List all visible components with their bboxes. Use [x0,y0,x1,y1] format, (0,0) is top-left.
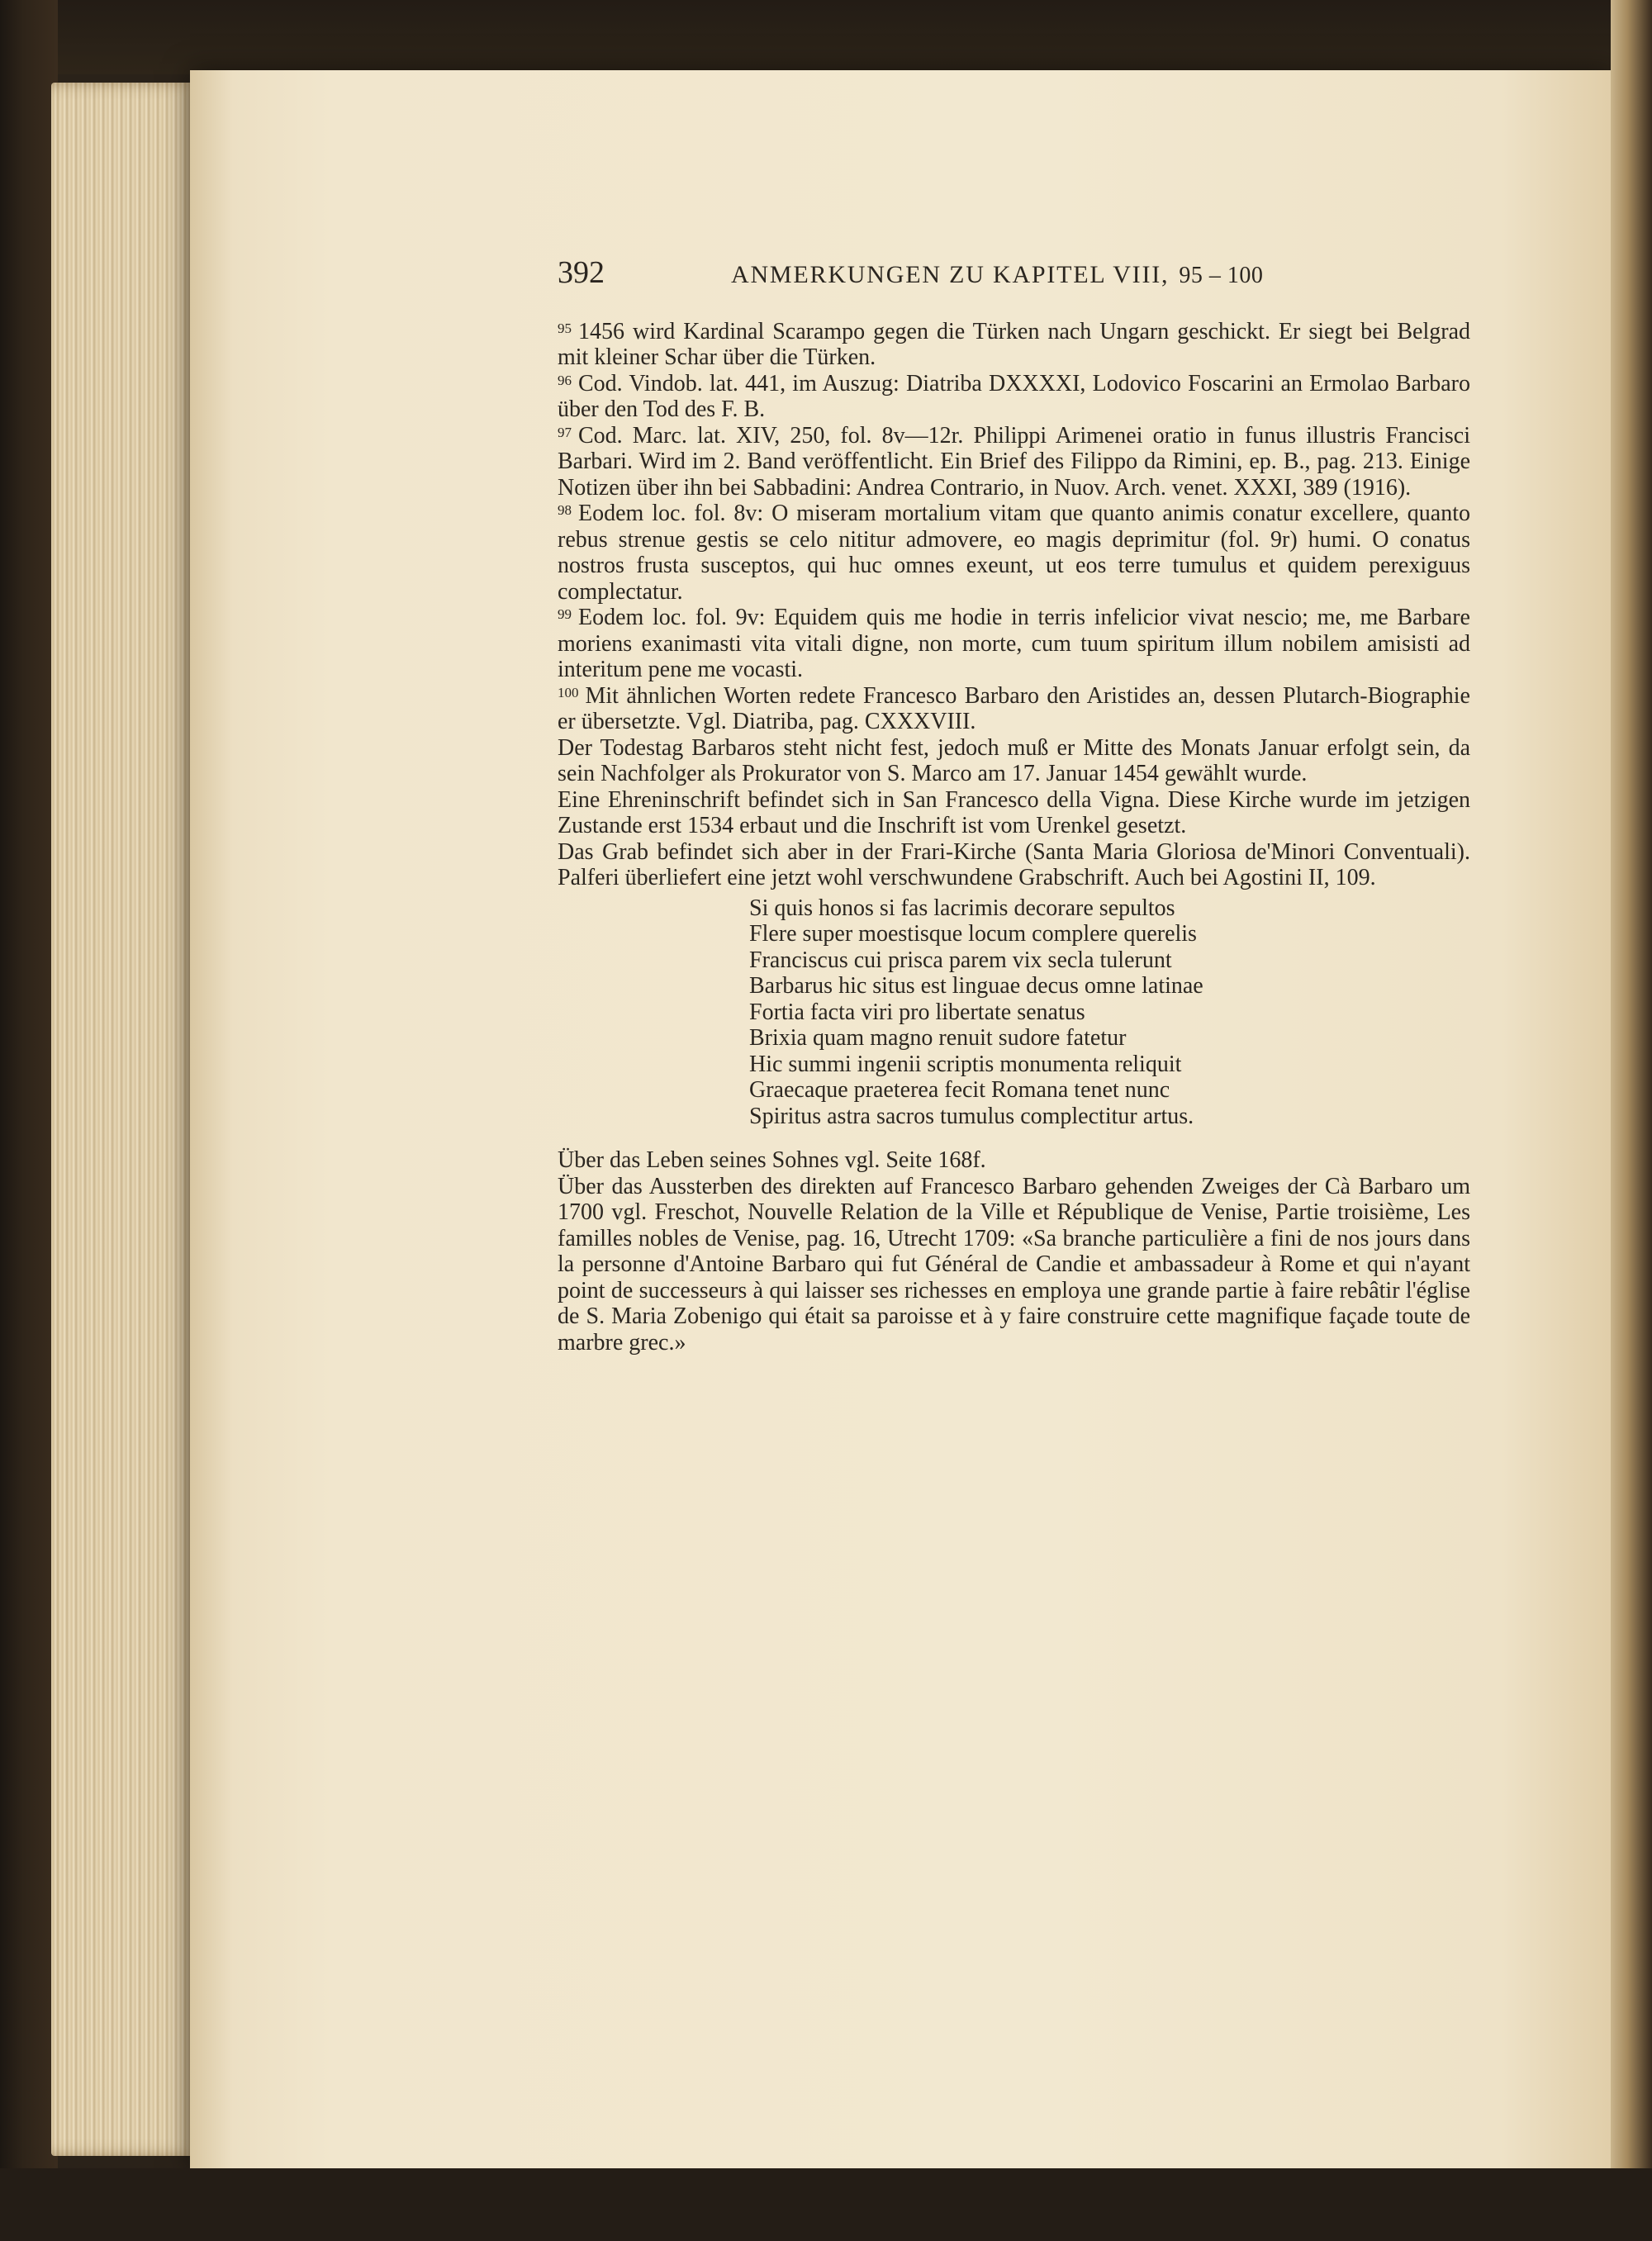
poem-line: Fortia facta viri pro libertate senatus [749,999,1085,1025]
page-header [558,255,1470,290]
closing-paragraph: Über das Aussterben des direkten auf Francesco Barbaro gehenden Zweiges der Cà Barbaro um 1700 vgl. Freschot, Nouvelle Relation de la Ville et République de Venise, Partie troisième, Les familles nobles de Venise, pag. 16, Utrecht 1709: «Sa branche particulière a fini de nos jours dans la personne d'Antoine Barbaro qui fut Général de Candie et ambassadeur à Rome et qui n'ayant point de successeurs à qui laisser ses richesses en employa une grande partie à faire rebâtir l'église de S. Maria Zobenigo qui était sa paroisse et à y faire construire cette magnifique façade toute de marbre grec.» [558,1173,1470,1356]
footnote [558,501,1470,605]
footnote [558,319,1470,371]
footnote [558,683,1470,735]
footnote-number: 99 [558,606,572,622]
poem-line: Hic summi ingenii scriptis monumenta reliquit [749,1051,1182,1077]
footnote [558,605,1470,683]
footnote-number: 97 [558,424,572,440]
footnote-text: Eodem loc. fol. 9v: Equidem quis me hodie in terris infelicior vivat nescio; me, me Barbare moriens exanimasti vita vitali digne, non morte, cum tuum spiritum illum nobilem amisisti ad interitum pene me vocasti. [558,605,1470,682]
footnotes [558,319,1470,735]
footnote-text: Mit ähnlichen Worten redete Francesco Barbaro den Aristides an, dessen Plutarch-Biographie er übersetzte. Vgl. Diatriba, pag. CXXXVIII. [558,682,1470,734]
background-top [0,0,1652,74]
footnote-number: 96 [558,372,572,388]
page-edges [51,83,196,2156]
footnote-number: 95 [558,320,572,336]
footnote-text: 1456 wird Kardinal Scarampo gegen die Türken nach Ungarn geschickt. Er siegt bei Belgrad mit kleiner Schar über die Türken. [558,318,1470,370]
poem-line: Barbarus hic situs est linguae decus omne latinae [749,973,1203,999]
footnote [558,423,1470,501]
footnote [558,371,1470,423]
page-content [558,255,1470,1356]
closing-paragraph: Über das Leben seines Sohnes vgl. Seite 168f. [558,1147,986,1173]
body-paragraph: Eine Ehreninschrift befindet sich in San Francesco della Vigna. Diese Kirche wurde im jetzigen Zustande erst 1534 erbaut und die Inschrift ist vom Urenkel gesetzt. [558,786,1470,838]
running-head-range: 95 – 100 [1179,263,1264,288]
footnote-text: Cod. Marc. lat. XIV, 250, fol. 8v—12r. Philippi Arimenei oratio in funus illustris Francisci Barbari. Wird im 2. Band veröffentlicht. Ein Brief des Filippo da Rimini, ep. B., pag. 213. Einige Notizen über ihn bei Sabbadini: Andrea Contrario, in Nuov. Arch. venet. XXXI, 389 (1916). [558,422,1470,501]
body-paragraph: Der Todestag Barbaros steht nicht fest, jedoch muß er Mitte des Monats Januar erfolgt sein, da sein Nachfolger als Prokurator von S. Marco am 17. Januar 1454 gewählt wurde. [558,734,1470,786]
poem-line: Si quis honos si fas lacrimis decorare sepultos [749,895,1175,921]
facing-page-edge [1611,0,1652,2241]
footnote-number: 98 [558,502,572,518]
running-head-title: ANMERKUNGEN ZU KAPITEL VIII, [731,261,1170,288]
poem-line: Flere super moestisque locum complere querelis [749,921,1197,947]
poem-line: Franciscus cui prisca parem vix secla tulerunt [749,947,1172,973]
poem-line: Brixia quam magno renuit sudore fatetur [749,1025,1127,1051]
footnote-text: Eodem loc. fol. 8v: O miseram mortalium vitam que quanto animis conatur excellere, quanto rebus strenue gestis se celo nititur admovere, eo magis deprimitur (fol. 9r) humi. O conatus nostros frusta susceptos, qui huc omnes exeunt, ut eos terre tumulus et quidem perexiguus complectatur. [558,501,1470,605]
page-number: 392 [558,255,605,290]
footnote-number: 100 [558,684,579,700]
footnote-text: Cod. Vindob. lat. 441, im Auszug: Diatriba DXXXXI, Lodovico Foscarini an Ermolao Barbaro über den Tod des F. B. [558,370,1470,422]
book-cover-edge [0,0,58,2241]
body-paragraph: Das Grab befindet sich aber in der Frari-Kirche (Santa Maria Gloriosa de'Minori Conventuali). Palferi überliefert eine jetzt wohl verschwundene Grabschrift. Auch bei Agostini II, 109. [558,838,1470,890]
running-head [731,262,1263,289]
poem-line: Spiritus astra sacros tumulus complectitur artus. [749,1103,1194,1129]
poem-line: Graecaque praeterea fecit Romana tenet nunc [749,1077,1170,1103]
background-bottom [0,2168,1652,2241]
epitaph-poem [749,895,1470,1130]
